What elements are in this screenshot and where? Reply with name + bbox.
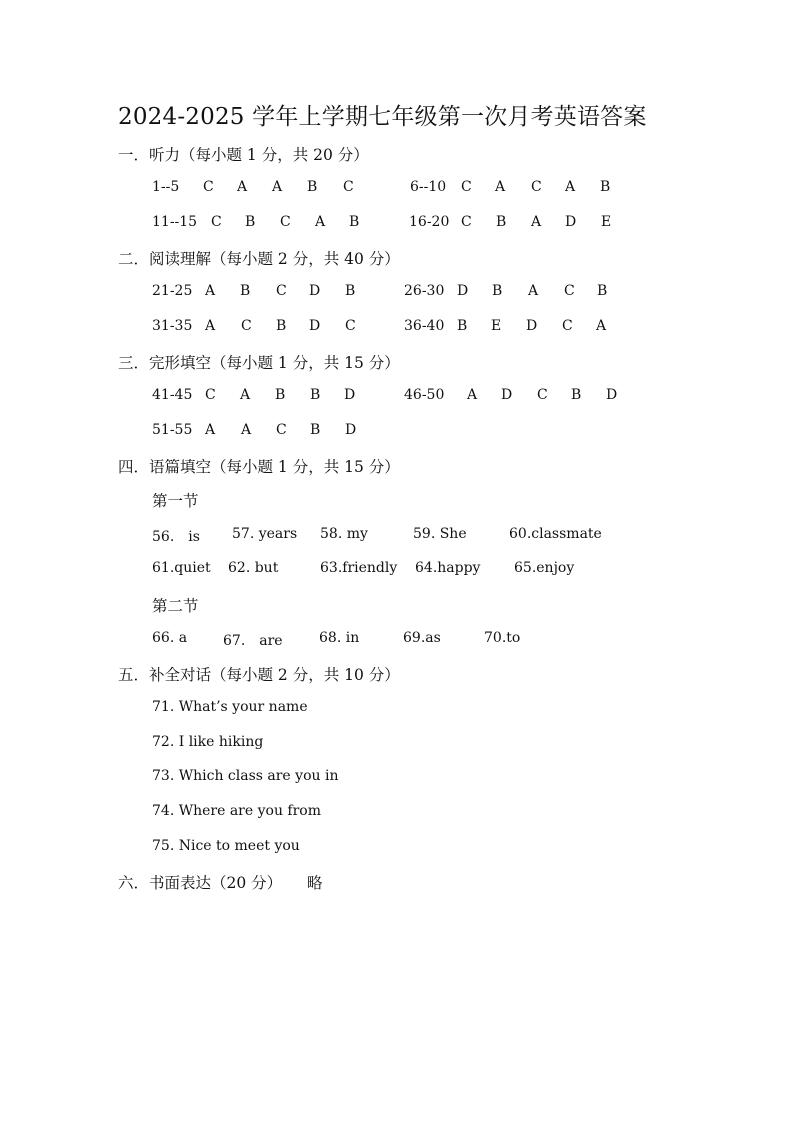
answer-cell: B	[245, 214, 256, 230]
answer-cell: C	[241, 318, 252, 334]
answer-cell: C	[211, 214, 222, 230]
range-label: 41-45	[152, 387, 193, 403]
list-item: 73. Which class are you in	[152, 768, 339, 784]
answer-cell: C	[343, 179, 354, 195]
answer-cell: C	[531, 179, 542, 195]
answer-cell: A	[240, 387, 251, 403]
section-heading-listening: 一．听力（每小题 1 分，共 20 分）	[118, 146, 369, 164]
answer-cell: D	[344, 387, 356, 403]
answer-cell: A	[531, 214, 542, 230]
range-label: 11--15	[152, 214, 198, 230]
section-heading-cloze: 三．完形填空（每小题 1 分，共 15 分）	[118, 354, 400, 372]
answer-cell: A	[565, 179, 576, 195]
section-heading-reading: 二．阅读理解（每小题 2 分，共 40 分）	[118, 250, 400, 268]
answer-cell: C	[461, 179, 472, 195]
answer-cell: B	[240, 283, 251, 299]
answer-cell: 61.quiet	[152, 560, 211, 576]
answer-cell: 63.friendly	[320, 560, 398, 576]
answer-cell: B	[600, 179, 611, 195]
list-item: 72. I like hiking	[152, 734, 264, 750]
range-label: 36-40	[404, 318, 445, 334]
answer-cell: 59. She	[413, 526, 467, 542]
answer-cell: B	[307, 179, 318, 195]
answer-cell: B	[275, 387, 286, 403]
answer-cell: B	[310, 422, 321, 438]
answer-cell: 58. my	[320, 526, 368, 542]
answer-cell: D	[309, 318, 321, 334]
answer-cell: B	[276, 318, 287, 334]
answer-cell: D	[457, 283, 469, 299]
range-label: 51-55	[152, 422, 193, 438]
answer-cell: 64.happy	[415, 560, 481, 576]
answer-cell: D	[501, 387, 513, 403]
list-item: 74. Where are you from	[152, 803, 321, 819]
answer-cell: C	[461, 214, 472, 230]
range-label: 21-25	[152, 283, 193, 299]
answer-cell: 69.as	[403, 630, 441, 646]
answer-cell: C	[537, 387, 548, 403]
answer-cell: 65.enjoy	[514, 560, 575, 576]
answer-cell: C	[280, 214, 291, 230]
section-heading-writing: 六．书面表达（20 分）	[118, 874, 283, 892]
answer-cell: A	[205, 283, 216, 299]
answer-cell: E	[491, 318, 502, 334]
answer-cell: D	[309, 283, 321, 299]
answer-cell: E	[601, 214, 612, 230]
answer-cell: D	[565, 214, 577, 230]
answer-cell: B	[457, 318, 468, 334]
answer-cell: D	[345, 422, 357, 438]
answer-cell: 67. are	[223, 633, 283, 649]
range-label: 6--10	[410, 179, 447, 195]
answer-cell: 66. a	[152, 630, 188, 646]
page-title: 2024-2025 学年上学期七年级第一次月考英语答案	[118, 104, 647, 130]
answer-cell: C	[276, 422, 287, 438]
answer-cell: B	[492, 283, 503, 299]
answer-cell: B	[349, 214, 360, 230]
answer-cell: C	[564, 283, 575, 299]
answer-cell: A	[495, 179, 506, 195]
answer-cell: 70.to	[484, 630, 521, 646]
answer-cell: A	[528, 283, 539, 299]
answer-cell: B	[310, 387, 321, 403]
list-item: 71. What’s your name	[152, 699, 308, 715]
answer-cell: 57. years	[232, 526, 298, 542]
answer-cell: A	[241, 422, 252, 438]
answer-cell: D	[526, 318, 538, 334]
answer-cell: A	[596, 318, 607, 334]
answer-cell: B	[597, 283, 608, 299]
list-item: 75. Nice to meet you	[152, 838, 300, 854]
answer-cell: 62. but	[228, 560, 279, 576]
part-label: 第一节	[152, 492, 199, 510]
answer-cell: A	[467, 387, 478, 403]
answer-cell: 68. in	[319, 630, 360, 646]
answer-cell: 60.classmate	[509, 526, 602, 542]
section-heading-passage-fill: 四．语篇填空（每小题 1 分，共 15 分）	[118, 458, 400, 476]
answer-cell: C	[205, 387, 216, 403]
range-label: 26-30	[404, 283, 445, 299]
range-label: 1--5	[152, 179, 180, 195]
section-heading-dialogue: 五．补全对话（每小题 2 分，共 10 分）	[118, 666, 400, 684]
answer-cell: C	[562, 318, 573, 334]
answer-cell: B	[345, 283, 356, 299]
answer-cell: B	[571, 387, 582, 403]
writing-answer: 略	[307, 874, 323, 892]
part-label: 第二节	[152, 597, 199, 615]
answer-cell: B	[496, 214, 507, 230]
answer-cell: C	[203, 179, 214, 195]
range-label: 31-35	[152, 318, 193, 334]
answer-cell: C	[345, 318, 356, 334]
answer-cell: C	[276, 283, 287, 299]
answer-cell: A	[205, 422, 216, 438]
answer-cell: D	[606, 387, 618, 403]
range-label: 16-20	[409, 214, 450, 230]
answer-cell: A	[272, 179, 283, 195]
answer-cell: A	[237, 179, 248, 195]
answer-cell: A	[205, 318, 216, 334]
answer-cell: A	[315, 214, 326, 230]
range-label: 46-50	[404, 387, 445, 403]
answer-cell: 56. is	[152, 529, 200, 545]
